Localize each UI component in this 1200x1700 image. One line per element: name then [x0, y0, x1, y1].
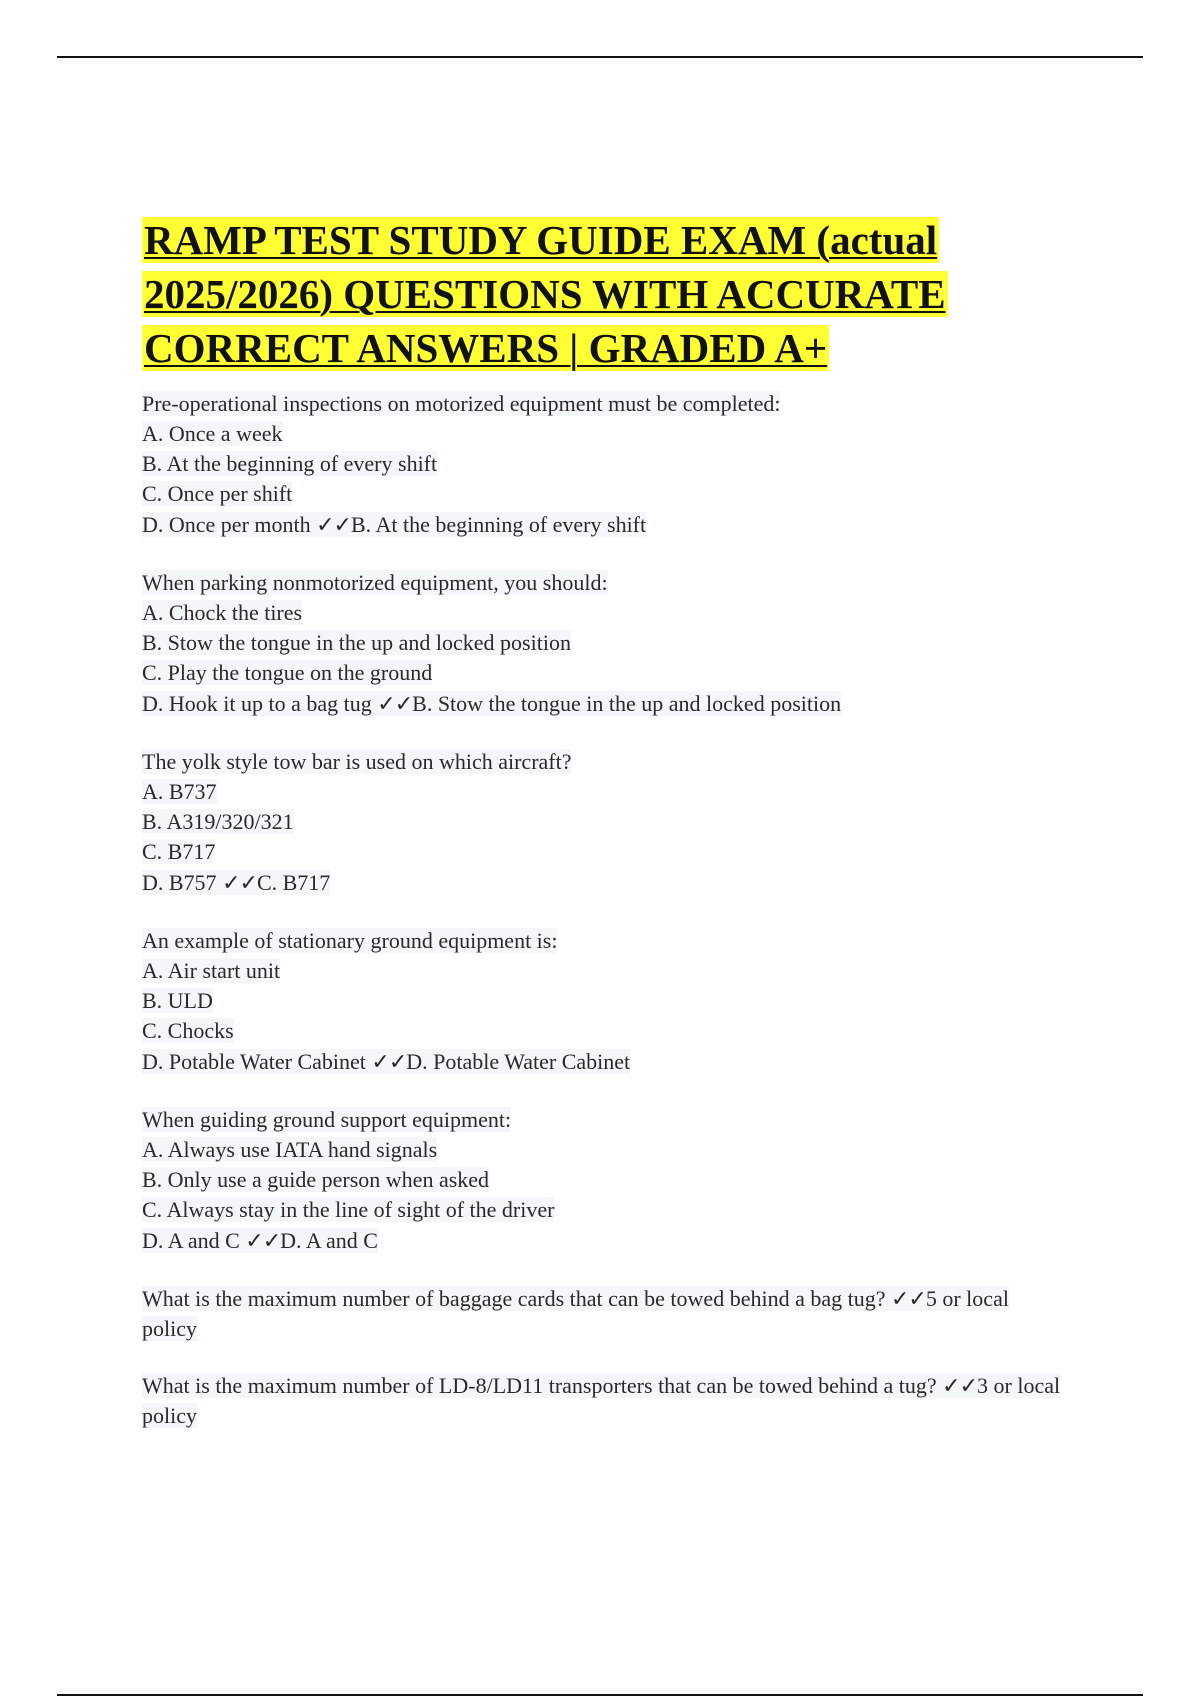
question-prompt: When parking nonmotorized equipment, you should:: [142, 570, 608, 595]
correct-answer: C. B717: [256, 870, 331, 895]
option-b: B. Only use a guide person when asked: [142, 1167, 490, 1192]
question-block-4: [142, 926, 1062, 1078]
check-icon: ✓✓: [222, 870, 257, 895]
check-icon: ✓✓: [245, 1228, 281, 1253]
option-d-with-answer: D. Hook it up to a bag tug ✓✓B. Stow the tongue in the up and locked position: [142, 691, 842, 716]
check-icon: ✓✓: [316, 512, 351, 537]
option-a: A. B737: [142, 779, 217, 804]
question-block-5: [142, 1105, 1062, 1257]
document-title: [142, 213, 1062, 375]
check-icon: ✓✓: [377, 691, 413, 716]
option-a: A. Always use IATA hand signals: [142, 1137, 438, 1162]
option-c: C. B717: [142, 839, 216, 864]
option-d-with-answer: D. Once per month ✓✓B. At the beginning of every shift: [142, 512, 647, 537]
title-line-1: RAMP TEST STUDY GUIDE EXAM (actual: [144, 217, 938, 263]
option-b: B. A319/320/321: [142, 809, 294, 834]
correct-answer: D. A and C: [280, 1228, 378, 1253]
correct-answer: 3 or local policy: [142, 1373, 1061, 1428]
question-prompt: The yolk style tow bar is used on which aircraft?: [142, 749, 572, 774]
short-question: [142, 1371, 1062, 1431]
footer-rule: [57, 1694, 1143, 1696]
title-line-3: CORRECT ANSWERS | GRADED A+: [144, 325, 828, 371]
question-block-2: [142, 568, 1062, 720]
option-a: A. Chock the tires: [142, 600, 303, 625]
check-icon: ✓✓: [890, 1286, 926, 1311]
correct-answer: 5 or local policy: [142, 1286, 1009, 1341]
option-b: B. At the beginning of every shift: [142, 451, 438, 476]
option-a: A. Air start unit: [142, 958, 281, 983]
short-question-block-1: [142, 1284, 1062, 1344]
question-prompt: What is the maximum number of baggage cards that can be towed behind a bag tug?: [142, 1286, 891, 1311]
correct-answer: B. At the beginning of every shift: [351, 512, 647, 537]
question-block-3: [142, 747, 1062, 899]
correct-answer: B. Stow the tongue in the up and locked position: [412, 691, 842, 716]
option-b: B. Stow the tongue in the up and locked position: [142, 630, 571, 655]
check-icon: ✓✓: [942, 1373, 978, 1398]
option-a: A. Once a week: [142, 421, 283, 446]
option-b: B. ULD: [142, 988, 213, 1013]
question-prompt: Pre-operational inspections on motorized equipment must be completed:: [142, 391, 781, 416]
question-prompt: What is the maximum number of LD-8/LD11 transporters that can be towed behind a tug?: [142, 1373, 943, 1398]
document-body: [142, 213, 1062, 1458]
short-question-block-2: [142, 1371, 1062, 1431]
check-icon: ✓✓: [371, 1049, 407, 1074]
option-c: C. Once per shift: [142, 481, 293, 506]
option-d-with-answer: D. B757 ✓✓C. B717: [142, 870, 331, 895]
question-block-1: [142, 389, 1062, 541]
header-rule: [57, 56, 1143, 58]
option-d-with-answer: D. Potable Water Cabinet ✓✓D. Potable Water Cabinet: [142, 1049, 631, 1074]
option-d-with-answer: D. A and C ✓✓D. A and C: [142, 1228, 378, 1253]
short-question: [142, 1284, 1062, 1344]
option-c: C. Play the tongue on the ground: [142, 660, 433, 685]
correct-answer: D. Potable Water Cabinet: [406, 1049, 631, 1074]
title-line-2: 2025/2026) QUESTIONS WITH ACCURATE: [144, 271, 946, 317]
option-c: C. Always stay in the line of sight of the driver: [142, 1197, 555, 1222]
question-prompt: When guiding ground support equipment:: [142, 1107, 512, 1132]
question-prompt: An example of stationary ground equipment is:: [142, 928, 558, 953]
option-c: C. Chocks: [142, 1018, 234, 1043]
